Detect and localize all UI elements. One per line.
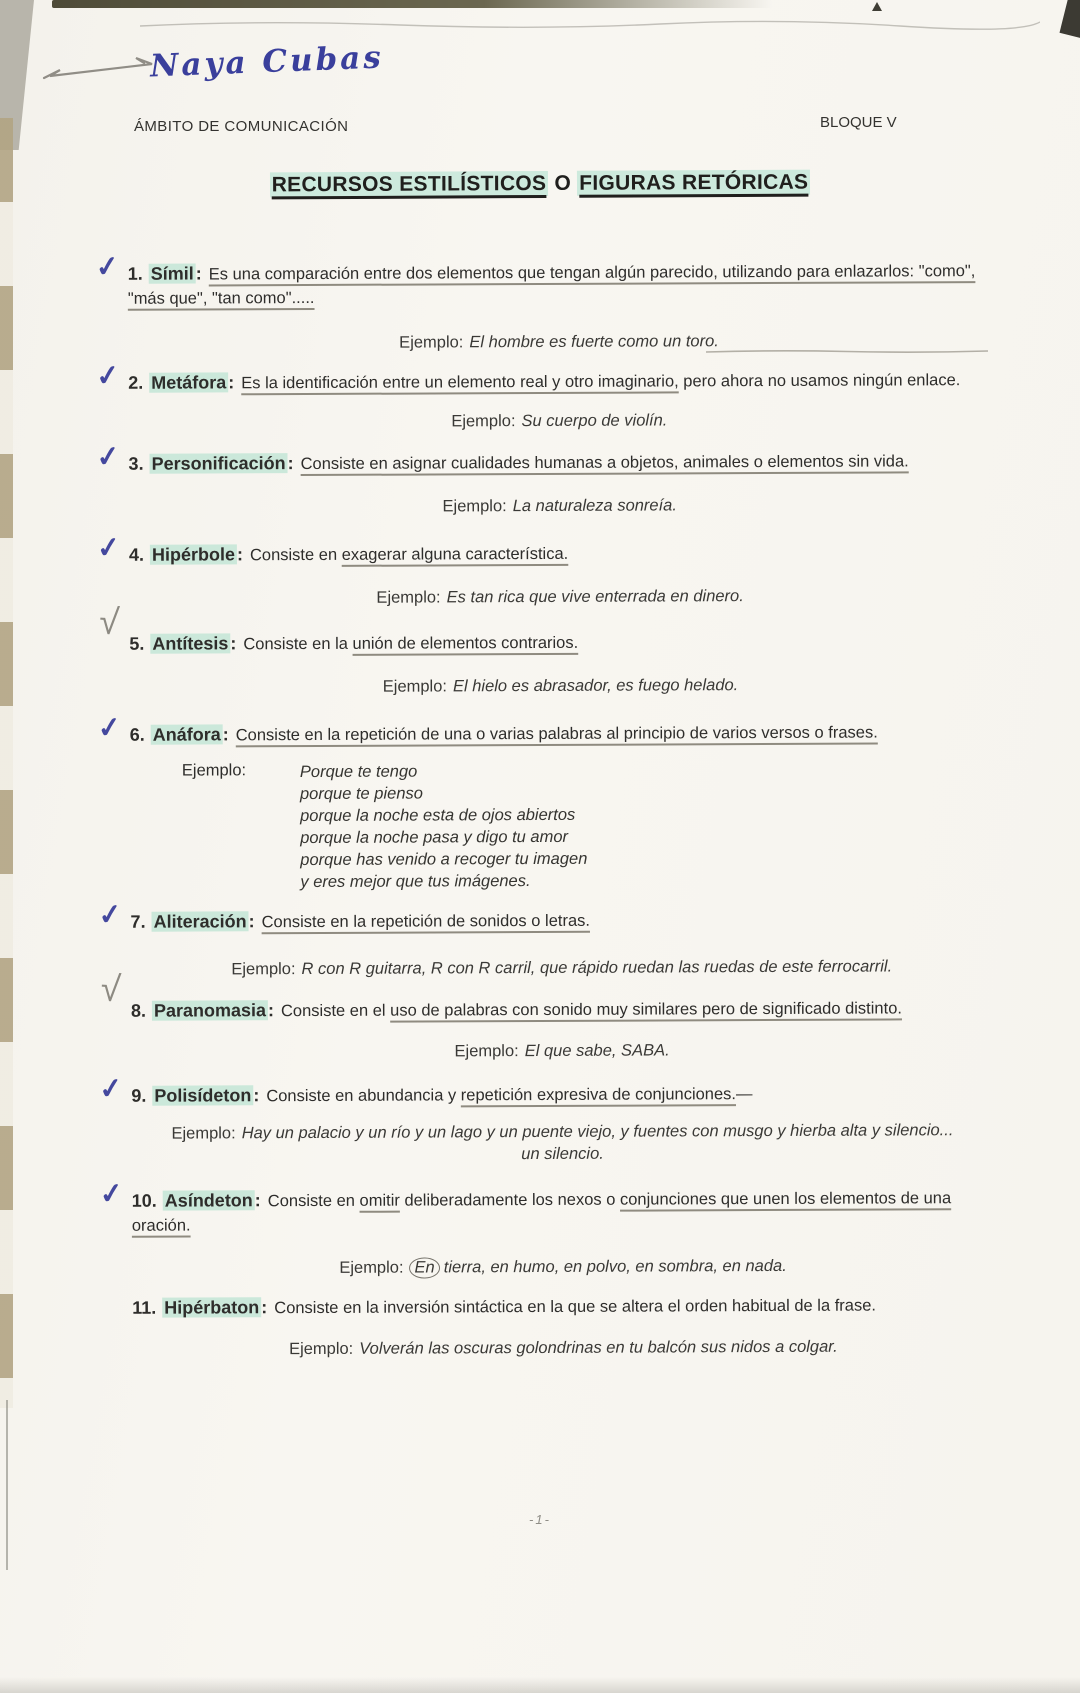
checkmark-icon: ✓ (95, 530, 122, 565)
term-colon: : (230, 633, 237, 654)
item-number: 2. (128, 372, 144, 393)
checkmark-icon: √ (99, 967, 122, 1010)
item-term: Símil (150, 263, 194, 284)
example-label: Ejemplo: (181, 761, 247, 780)
title-part-2: FIGURAS RETÓRICAS (577, 170, 810, 196)
figures-list (0, 238, 1080, 1362)
example-metafora (128, 408, 990, 434)
example-text: Es tan rica que vive enterrada en dinero. (446, 587, 744, 607)
item-definition: Es una comparación entre dos elementos que tengan algún parecido, utilizando para enlazarlos: "como", "más que", "tan como"..... (127, 262, 976, 308)
item-definition: Consiste en la inversión sintáctica en la que se altera el orden habitual de la frase. (274, 1296, 877, 1318)
scanner-bottom-shadow (0, 1677, 1080, 1693)
checkmark-icon: √ (97, 600, 121, 643)
example-text-line2: un silencio. (521, 1144, 604, 1164)
item-definition: Consiste en la repetición de sonidos o letras. (261, 911, 590, 932)
item-number: 4. (128, 544, 144, 565)
checkmark-icon: ✓ (93, 249, 121, 284)
example-simil (128, 329, 990, 355)
item-simil (93, 249, 990, 311)
item-number: 5. (129, 633, 145, 654)
example-label: Ejemplo: (451, 412, 516, 431)
subject-label: ÁMBITO DE COMUNICACIÓN (134, 118, 349, 135)
poem-line: porque has venido a recoger tu imagen (300, 849, 588, 870)
scanner-top-edge (52, 0, 772, 8)
page-title (90, 170, 990, 199)
corner-ink-mark (1059, 0, 1080, 38)
term-colon: : (253, 1085, 260, 1106)
item-number: 7. (130, 911, 146, 932)
item-number: 9. (131, 1085, 147, 1106)
item-term: Hipérbole (151, 544, 236, 565)
item-definition: Consiste en asignar cualidades humanas a objetos, animales o elementos sin vida. (300, 452, 909, 474)
item-definition: Consiste en abundancia y repetición expresiva de conjunciones.— (266, 1085, 753, 1106)
example-hiperbole (129, 584, 991, 610)
example-label: Ejemplo: (442, 497, 507, 516)
item-term: Anáfora (152, 724, 221, 745)
term-colon: : (254, 1190, 261, 1211)
item-term: Hipérbaton (164, 1297, 260, 1318)
example-label: Ejemplo: (289, 1339, 354, 1359)
item-hiperbole (95, 530, 991, 568)
example-personificacion (129, 493, 991, 519)
item-hiperbaton (132, 1292, 994, 1321)
item-definition: Consiste en exagerar alguna característica. (249, 544, 569, 565)
staple-mark (40, 56, 160, 86)
checkmark-icon: ✓ (94, 358, 122, 393)
term-colon: : (248, 911, 255, 932)
page-number: -1- (529, 1512, 551, 1527)
example-aliteracion (131, 955, 993, 981)
term-colon: : (228, 372, 235, 393)
example-label: Ejemplo: (339, 1258, 404, 1277)
item-aliteracion (96, 897, 992, 935)
example-antitesis (129, 673, 991, 699)
checkmark-icon: ✓ (96, 897, 124, 932)
handwritten-name: Naya Cubas (149, 39, 385, 85)
example-polisideton (131, 1119, 993, 1167)
paper-crease-line (140, 16, 1040, 32)
item-definition: Consiste en la unión de elementos contrarios. (243, 633, 579, 654)
poem-lines (300, 760, 588, 893)
item-number: 3. (128, 453, 144, 474)
item-term: Personificación (151, 453, 286, 474)
term-colon: : (267, 1000, 275, 1021)
example-label: Ejemplo: (231, 960, 296, 979)
checkmark-icon: ✓ (94, 439, 122, 474)
example-text: El que sabe, SABA. (524, 1041, 670, 1061)
example-label: Ejemplo: (454, 1042, 519, 1061)
title-connector: O (548, 171, 578, 195)
poem-line: porque la noche pasa y digo tu amor (300, 827, 569, 848)
poem-line: porque la noche esta de ojos abiertos (300, 805, 576, 826)
item-term: Asíndeton (164, 1190, 253, 1211)
example-label: Ejemplo: (399, 333, 464, 352)
example-asindeton (132, 1254, 994, 1280)
item-metafora (94, 358, 990, 396)
title-part-1: RECURSOS ESTILÍSTICOS (270, 171, 549, 197)
example-text: La naturaleza sonreía. (512, 496, 677, 516)
page-edge-line (6, 1400, 8, 1570)
checkmark-icon: ✓ (97, 1071, 125, 1106)
example-label: Ejemplo: (376, 588, 441, 607)
poem-line: Porque te tengo (299, 762, 418, 782)
item-definition: Es la identificación entre un elemento real y otro imaginario, pero ahora no usamos ningún enlace. (241, 371, 961, 393)
circled-word: En (409, 1257, 439, 1278)
item-anafora (96, 710, 992, 748)
example-text: El hielo es abrasador, es fuego helado. (452, 676, 739, 696)
example-paranomasia (131, 1038, 993, 1064)
item-definition: Consiste en la repetición de una o varias palabras al principio de varios versos o frases. (235, 723, 878, 745)
item-definition: Consiste en el uso de palabras con sonido muy similares pero de significado distinto. (280, 999, 902, 1021)
item-term: Aliteración (153, 911, 247, 932)
item-term: Antítesis (152, 633, 229, 654)
item-definition: Consiste en omitir deliberadamente los nexos o conjunciones que unen los elementos de una oración. (131, 1189, 952, 1235)
example-text: Hay un palacio y un río y un lago y un puente viejo, y fuentes con musgo y hierba alta y silencio... (241, 1121, 954, 1143)
example-text: R con R guitarra, R con R carril, que rápido ruedan las ruedas de este ferrocarril. (301, 957, 893, 979)
item-personificacion (94, 439, 990, 477)
item-antitesis (97, 600, 991, 657)
poem-line: y eres mejor que tus imágenes. (300, 872, 531, 892)
example-text: Volverán las oscuras golondrinas en tu balcón sus nidos a colgar. (359, 1337, 838, 1358)
item-number: 6. (129, 724, 145, 745)
item-polisideton (97, 1071, 993, 1109)
example-text: Su cuerpo de violín. (521, 411, 668, 431)
item-number: 10. (131, 1190, 157, 1211)
term-colon: : (222, 724, 229, 745)
example-text: El hombre es fuerte como un toro. (469, 332, 719, 352)
poem-line: porque te pienso (299, 784, 423, 804)
item-term: Metáfora (151, 372, 227, 393)
example-text: tierra, en humo, en polvo, en sombra, en nada. (443, 1256, 787, 1277)
example-hiperbaton (132, 1335, 994, 1361)
term-colon: : (236, 544, 244, 565)
item-term: Polisídeton (154, 1085, 252, 1106)
example-label: Ejemplo: (382, 677, 447, 696)
pen-tick-mark (872, 2, 882, 11)
block-label: BLOQUE V (820, 114, 897, 131)
example-anafora-poem (130, 758, 993, 894)
checkmark-icon: ✓ (96, 710, 123, 745)
item-term: Paranomasia (153, 1000, 267, 1021)
item-number: 8. (130, 1000, 146, 1021)
item-number: 11. (132, 1297, 157, 1318)
checkmark-icon: ✓ (98, 1176, 125, 1211)
term-colon: : (261, 1297, 268, 1318)
item-asindeton (98, 1176, 994, 1238)
term-colon: : (195, 263, 202, 284)
example-label: Ejemplo: (171, 1124, 236, 1143)
item-number: 1. (127, 263, 143, 284)
term-colon: : (287, 453, 294, 474)
